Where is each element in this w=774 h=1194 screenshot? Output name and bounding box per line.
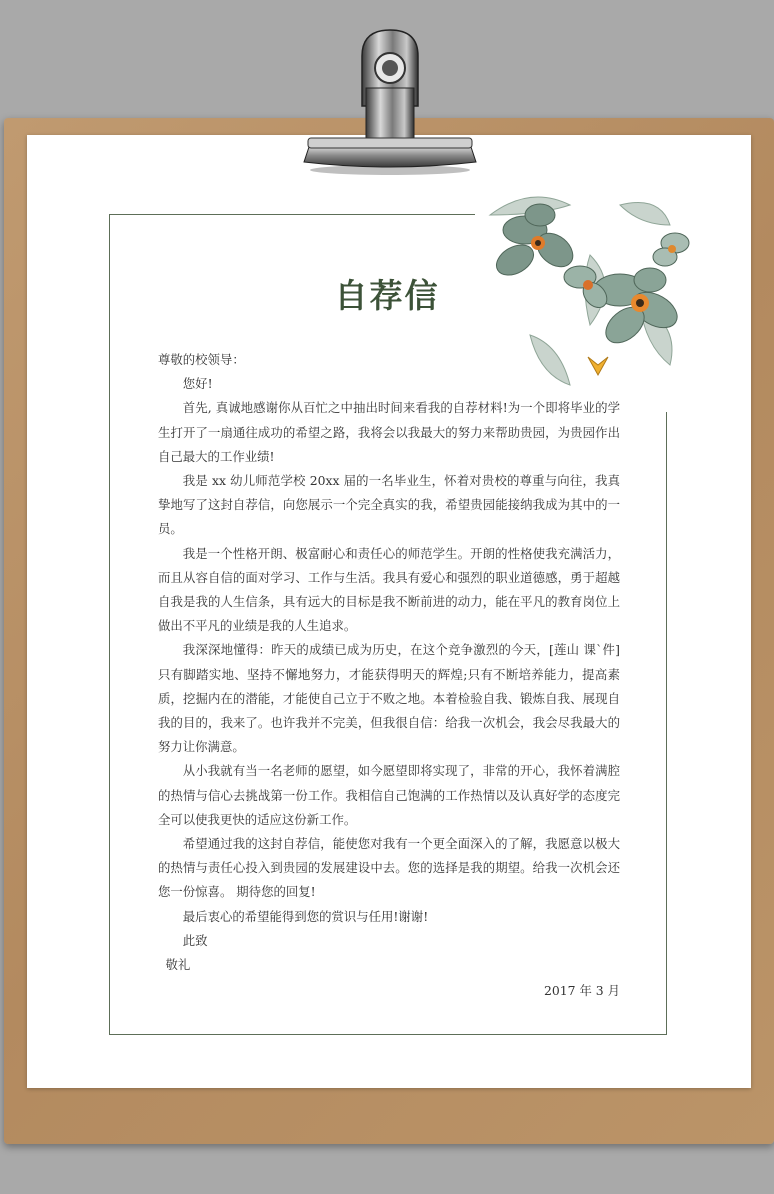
- letter-greeting: 尊敬的校领导：: [158, 352, 245, 367]
- letter-regards: 敬礼: [165, 957, 191, 973]
- letter-date: 2017 年 3 月: [543, 983, 620, 999]
- frame-line-bottom: [109, 1034, 667, 1035]
- letter-paragraph: 希望通过我的这封自荐信，能使您对我有一个更全面深入的了解，我愿意以极大的热情与责任心投入到贵园的发展建设中去。您的选择是我的期望。给我一次机会还您一份惊喜。 期待您的回复!: [158, 836, 620, 900]
- letter-paragraph: 首先, 真诚地感谢你从百忙之中抽出时间来看我的自荐材料!为一个即将毕业的学生打开了一扇通往成功的希望之路，我将会以我最大的努力来帮助贵园，为贵园作出自己最大的工作业绩!: [158, 400, 620, 464]
- letter-paragraph: 从小我就有当一名老师的愿望，如今愿望即将实现了，非常的开心，我怀着满腔的热情与信心去挑战第一份工作。我相信自己饱满的工作热情以及认真好学的态度完全可以使我更快的适应这份新工作。: [158, 763, 620, 827]
- frame-line-left: [109, 214, 110, 1035]
- binder-clip-icon: [300, 26, 480, 176]
- letter-title: 自荐信: [334, 276, 440, 315]
- letter-paragraph: 我深深地懂得：昨天的成绩已成为历史，在这个竞争激烈的今天，[莲山 课`件]只有脚踏实地、坚持不懈地努力，才能获得明天的辉煌;只有不断培养能力，提高素质，挖掘内在的潜能，才能使自己立于不败之地。本着检验自我、锻炼自我、展现自我的目的，我来了。也许我并不完美，但我很自信：给我一次机会，我会尽我最大的努力让你满意。: [158, 642, 620, 755]
- frame-line-top: [109, 214, 475, 215]
- letter-paragraph: 最后衷心的希望能得到您的赏识与任用!谢谢!: [182, 908, 429, 924]
- letter-closing: 此致: [182, 932, 208, 948]
- letter-salute: 您好!: [182, 376, 213, 392]
- letter-paragraph: 我是一个性格开朗、极富耐心和责任心的师范学生。开朗的性格使我充满活力，而且从容自信的面对学习、工作与生活。我具有爱心和强烈的职业道德感，勇于超越自我是我的人生信条，具有远大的目标是我不断前进的动力，能在平凡的教育岗位上做出不平凡的业绩是我的人生追求。: [158, 545, 620, 634]
- letter-paragraph: 我是 xx 幼儿师范学校 20xx 届的一名毕业生，怀着对贵校的尊重与向往，我真挚地写了这封自荐信，向您展示一个完全真实的我，希望贵园能接纳我成为其中的一员。: [158, 473, 620, 537]
- letter-body: [158, 348, 620, 1003]
- frame-line-right: [666, 412, 667, 1035]
